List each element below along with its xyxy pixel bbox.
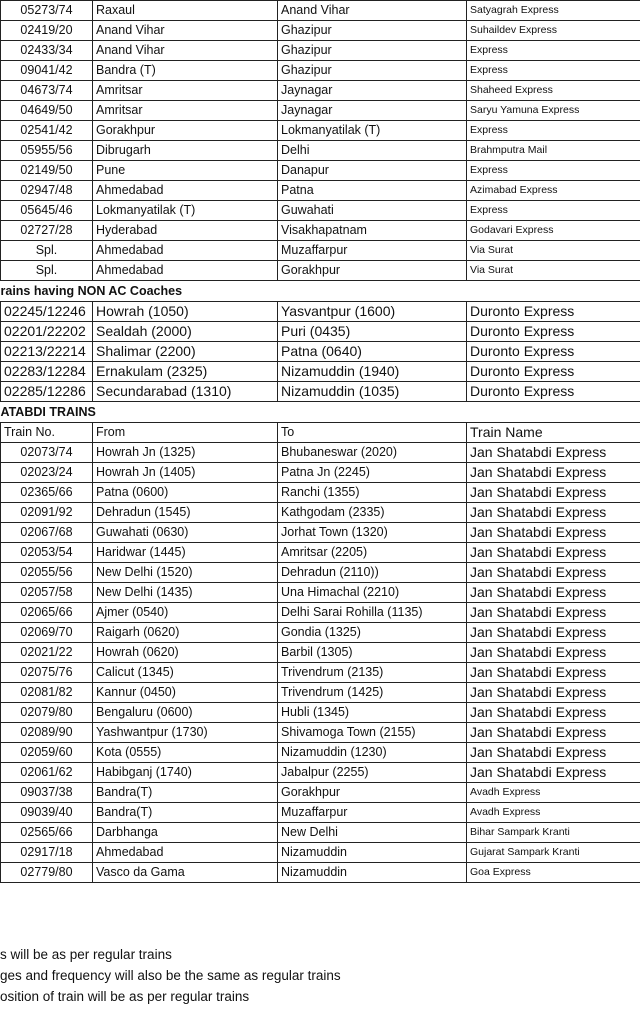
from-station-cell: Ahmedabad [93,261,278,281]
from-station-cell: New Delhi (1435) [93,583,278,603]
train-number-cell: 02283/12284 [1,362,93,382]
from-station-cell: Ahmedabad [93,241,278,261]
section-title: ATABDI TRAINS [0,404,96,419]
train-number-cell: 02023/24 [1,463,93,483]
from-station-cell: Anand Vihar [93,41,278,61]
to-station-cell: Visakhapatnam [278,221,467,241]
train-name-cell: Duronto Express [467,362,640,382]
table-row [0,703,640,723]
table-row [0,663,640,683]
table-row [0,241,640,261]
from-station-cell: Kota (0555) [93,743,278,763]
from-station-cell: Bandra(T) [93,783,278,803]
train-number-cell: 05645/46 [1,201,93,221]
train-number-cell: 02057/58 [1,583,93,603]
table-row [0,181,640,201]
table-row [0,101,640,121]
note-line: ges and frequency will also be the same as regular trains [0,968,341,983]
to-header: To [278,423,467,443]
to-station-cell: Puri (0435) [278,322,467,342]
table-row [0,161,640,181]
train-name-cell: Jan Shatabdi Express [467,683,640,703]
train-name-cell: Jan Shatabdi Express [467,763,640,783]
notes-section [0,944,640,1007]
train-name-cell: Jan Shatabdi Express [467,743,640,763]
train-number-cell: 02213/22214 [1,342,93,362]
from-station-cell: Dibrugarh [93,141,278,161]
to-station-cell: Delhi Sarai Rohilla (1135) [278,603,467,623]
train-number-cell: 02779/80 [1,863,93,883]
from-station-cell: New Delhi (1520) [93,563,278,583]
from-station-cell: Raigarh (0620) [93,623,278,643]
train-number-cell: 02565/66 [1,823,93,843]
from-station-cell: Kannur (0450) [93,683,278,703]
table-row [0,523,640,543]
from-station-cell: Howrah Jn (1405) [93,463,278,483]
from-station-cell: Yashwantpur (1730) [93,723,278,743]
train-name-cell: Jan Shatabdi Express [467,723,640,743]
from-station-cell: Dehradun (1545) [93,503,278,523]
train-name-cell: Jan Shatabdi Express [467,503,640,523]
to-station-cell: Gondia (1325) [278,623,467,643]
to-station-cell: New Delhi [278,823,467,843]
to-station-cell: Shivamoga Town (2155) [278,723,467,743]
train-number-cell: 02075/76 [1,663,93,683]
to-station-cell: Nizamuddin (1940) [278,362,467,382]
train-number-cell: 02201/22202 [1,322,93,342]
train-number-cell: 02053/54 [1,543,93,563]
train-name-cell: Shaheed Express [467,81,640,101]
train-number-cell: 02079/80 [1,703,93,723]
from-station-cell: Amritsar [93,101,278,121]
to-station-cell: Amritsar (2205) [278,543,467,563]
table-row [0,863,640,883]
to-station-cell: Patna [278,181,467,201]
table-row [0,763,640,783]
from-station-cell: Pune [93,161,278,181]
to-station-cell: Nizamuddin (1035) [278,382,467,402]
to-station-cell: Jabalpur (2255) [278,763,467,783]
train-name-cell: Duronto Express [467,322,640,342]
table-row [0,743,640,763]
train-name-cell: Jan Shatabdi Express [467,663,640,683]
train-name-cell: Godavari Express [467,221,640,241]
train-name-cell: Saryu Yamuna Express [467,101,640,121]
train-number-cell: 02069/70 [1,623,93,643]
train-name-cell: Jan Shatabdi Express [467,523,640,543]
train-name-cell: Jan Shatabdi Express [467,483,640,503]
to-station-cell: Patna Jn (2245) [278,463,467,483]
table-row [0,322,640,342]
train-name-cell: Avadh Express [467,783,640,803]
from-station-cell: Guwahati (0630) [93,523,278,543]
from-station-cell: Calicut (1345) [93,663,278,683]
train-name-cell: Express [467,121,640,141]
table-row [0,823,640,843]
train-name-cell: Gujarat Sampark Kranti [467,843,640,863]
table-row [0,543,640,563]
section-title-row [0,402,640,423]
to-station-cell: Patna (0640) [278,342,467,362]
to-station-cell: Ranchi (1355) [278,483,467,503]
to-station-cell: Una Himachal (2210) [278,583,467,603]
train-number-cell: Spl. [1,241,93,261]
train-name-cell: Jan Shatabdi Express [467,623,640,643]
from-station-cell: Sealdah (2000) [93,322,278,342]
train-name-cell: Via Surat [467,241,640,261]
train-number-cell: 02065/66 [1,603,93,623]
to-station-cell: Delhi [278,141,467,161]
from-station-cell: Patna (0600) [93,483,278,503]
table-row [0,583,640,603]
to-station-cell: Nizamuddin [278,843,467,863]
train-number-cell: 04673/74 [1,81,93,101]
to-station-cell: Danapur [278,161,467,181]
header-row [0,423,640,443]
table-row [0,201,640,221]
from-station-cell: Ernakulam (2325) [93,362,278,382]
to-station-cell: Kathgodam (2335) [278,503,467,523]
train-number-cell: 02947/48 [1,181,93,201]
table-row [0,843,640,863]
train-name-cell: Jan Shatabdi Express [467,603,640,623]
train-number-cell: 02055/56 [1,563,93,583]
table-row [0,563,640,583]
from-station-cell: Gorakhpur [93,121,278,141]
from-station-cell: Haridwar (1445) [93,543,278,563]
to-station-cell: Barbil (1305) [278,643,467,663]
to-station-cell: Muzaffarpur [278,241,467,261]
to-station-cell: Ghazipur [278,21,467,41]
to-station-cell: Ghazipur [278,41,467,61]
table-row [0,342,640,362]
train-name-cell: Jan Shatabdi Express [467,583,640,603]
table-row [0,302,640,322]
table-row [0,723,640,743]
to-station-cell: Bhubaneswar (2020) [278,443,467,463]
table-row [0,503,640,523]
table-row [0,41,640,61]
train-number-cell: Spl. [1,261,93,281]
train-number-cell: 05273/74 [1,1,93,21]
train-name-cell: Via Surat [467,261,640,281]
note-line: s will be as per regular trains [0,947,172,962]
to-station-cell: Guwahati [278,201,467,221]
train-name-cell: Jan Shatabdi Express [467,563,640,583]
from-station-cell: Howrah (0620) [93,643,278,663]
to-station-cell: Hubli (1345) [278,703,467,723]
to-station-cell: Trivendrum (2135) [278,663,467,683]
train-number-cell: 09039/40 [1,803,93,823]
note-line: osition of train will be as per regular trains [0,989,250,1004]
from-station-cell: Bengaluru (0600) [93,703,278,723]
train-name-cell: Satyagrah Express [467,1,640,21]
train-number-cell: 02073/74 [1,443,93,463]
train-number-header: Train No. [1,423,93,443]
table-row [0,603,640,623]
train-number-cell: 02365/66 [1,483,93,503]
train-number-cell: 02541/42 [1,121,93,141]
from-station-cell: Ahmedabad [93,843,278,863]
from-station-cell: Bandra (T) [93,61,278,81]
train-number-cell: 02089/90 [1,723,93,743]
train-name-cell: Goa Express [467,863,640,883]
train-name-cell: Suhaildev Express [467,21,640,41]
to-station-cell: Jaynagar [278,101,467,121]
train-name-cell: Avadh Express [467,803,640,823]
from-station-cell: Darbhanga [93,823,278,843]
to-station-cell: Nizamuddin (1230) [278,743,467,763]
train-number-cell: 02021/22 [1,643,93,663]
train-number-cell: 02433/34 [1,41,93,61]
table-row [0,683,640,703]
to-station-cell: Gorakhpur [278,261,467,281]
train-number-cell: 02727/28 [1,221,93,241]
train-number-cell: 04649/50 [1,101,93,121]
table-row [0,261,640,281]
from-station-cell: Ajmer (0540) [93,603,278,623]
table-row [0,221,640,241]
table-row [0,483,640,503]
table-row [0,463,640,483]
section-title-row [0,281,640,302]
from-station-cell: Bandra(T) [93,803,278,823]
train-name-cell: Express [467,61,640,81]
train-name-cell: Express [467,201,640,221]
from-station-cell: Howrah Jn (1325) [93,443,278,463]
table-row [0,141,640,161]
train-name-cell: Express [467,161,640,181]
from-station-cell: Amritsar [93,81,278,101]
train-number-cell: 02091/92 [1,503,93,523]
to-station-cell: Nizamuddin [278,863,467,883]
train-name-cell: Duronto Express [467,342,640,362]
train-name-cell: Jan Shatabdi Express [467,703,640,723]
train-name-cell: Jan Shatabdi Express [467,543,640,563]
train-number-cell: 05955/56 [1,141,93,161]
to-station-cell: Ghazipur [278,61,467,81]
table-row [0,61,640,81]
train-number-cell: 02149/50 [1,161,93,181]
table-row [0,1,640,21]
train-name-cell: Duronto Express [467,382,640,402]
table-row [0,443,640,463]
from-station-cell: Habibganj (1740) [93,763,278,783]
train-name-cell: Brahmputra Mail [467,141,640,161]
train-number-cell: 02067/68 [1,523,93,543]
table-row [0,81,640,101]
train-name-cell: Azimabad Express [467,181,640,201]
train-number-cell: 02081/82 [1,683,93,703]
table-row [0,121,640,141]
train-name-cell: Duronto Express [467,302,640,322]
train-number-cell: 09041/42 [1,61,93,81]
to-station-cell: Gorakhpur [278,783,467,803]
table-row [0,783,640,803]
train-name-cell: Jan Shatabdi Express [467,643,640,663]
train-name-cell: Express [467,41,640,61]
from-header: From [93,423,278,443]
from-station-cell: Lokmanyatilak (T) [93,201,278,221]
from-station-cell: Ahmedabad [93,181,278,201]
to-station-cell: Yasvantpur (1600) [278,302,467,322]
from-station-cell: Anand Vihar [93,21,278,41]
train-name-cell: Bihar Sampark Kranti [467,823,640,843]
table-row [0,382,640,402]
to-station-cell: Jaynagar [278,81,467,101]
to-station-cell: Jorhat Town (1320) [278,523,467,543]
train-number-cell: 02059/60 [1,743,93,763]
table-row [0,21,640,41]
table-row [0,362,640,382]
train-number-cell: 02419/20 [1,21,93,41]
from-station-cell: Raxaul [93,1,278,21]
from-station-cell: Hyderabad [93,221,278,241]
train-number-cell: 02245/12246 [1,302,93,322]
from-station-cell: Shalimar (2200) [93,342,278,362]
from-station-cell: Vasco da Gama [93,863,278,883]
table-row [0,623,640,643]
train-name-cell: Jan Shatabdi Express [467,443,640,463]
to-station-cell: Anand Vihar [278,1,467,21]
section-title: rains having NON AC Coaches [0,283,183,298]
to-station-cell: Trivendrum (1425) [278,683,467,703]
table-row [0,643,640,663]
train-number-cell: 02061/62 [1,763,93,783]
from-station-cell: Howrah (1050) [93,302,278,322]
to-station-cell: Muzaffarpur [278,803,467,823]
train-name-cell: Jan Shatabdi Express [467,463,640,483]
to-station-cell: Lokmanyatilak (T) [278,121,467,141]
to-station-cell: Dehradun (2110)) [278,563,467,583]
train-number-cell: 02285/12286 [1,382,93,402]
train-number-cell: 02917/18 [1,843,93,863]
train-name-header: Train Name [467,423,640,443]
from-station-cell: Secundarabad (1310) [93,382,278,402]
train-number-cell: 09037/38 [1,783,93,803]
table-row [0,803,640,823]
